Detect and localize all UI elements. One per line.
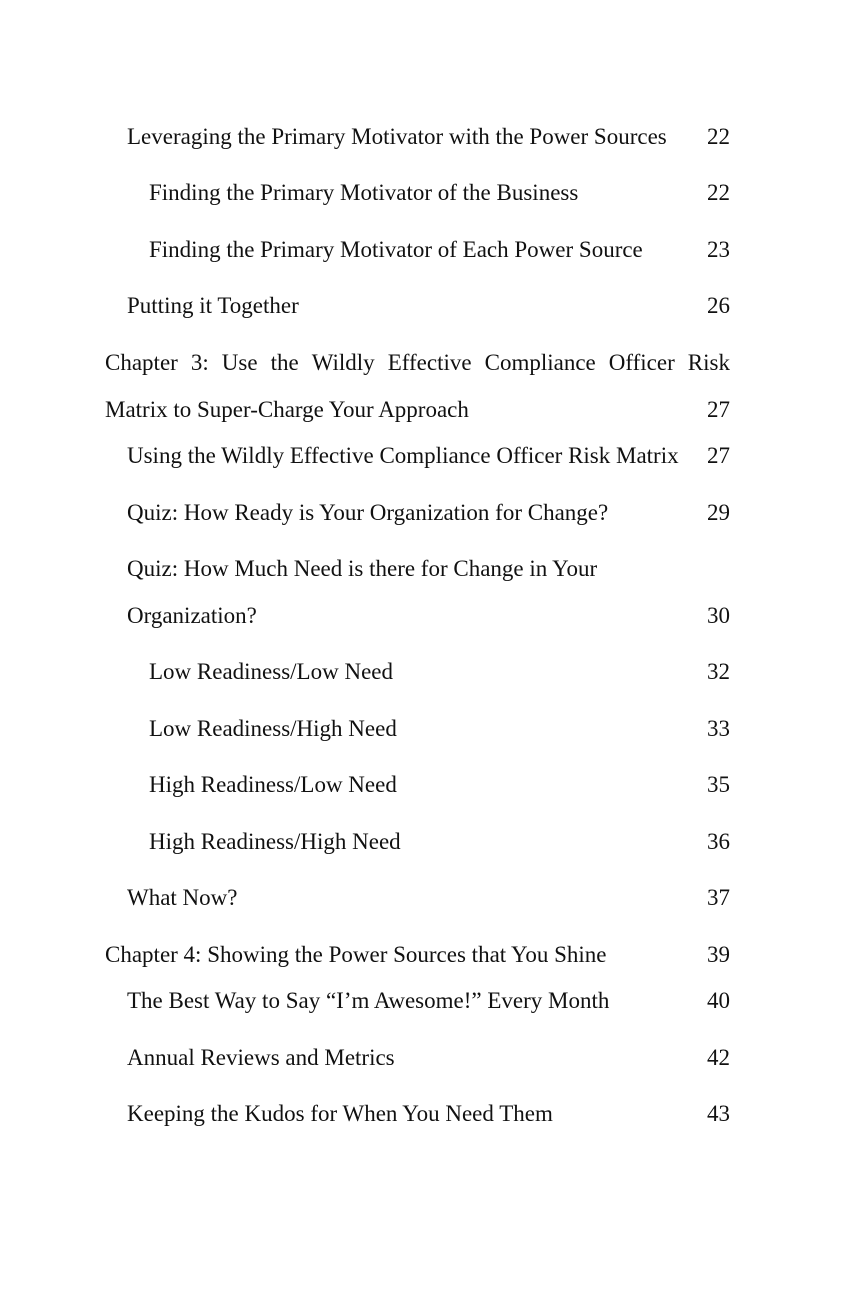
title-word: Wildly (311, 350, 375, 375)
toc-entry-title: Quiz: How Ready is Your Organization for Change? (127, 500, 609, 525)
toc-entry-page: 27 (707, 443, 730, 468)
toc-entry (0, 712, 862, 746)
toc-entry-title: High Readiness/Low Need (149, 772, 397, 797)
toc-entry (0, 768, 862, 802)
toc-entry (0, 1041, 862, 1075)
toc-entry-title: The Best Way to Say “I’m Awesome!” Every Month (127, 988, 610, 1013)
toc-entry-page: 22 (707, 124, 730, 149)
title-word: Chapter (105, 350, 178, 375)
toc-entry-page: 27 (707, 397, 730, 422)
title-word: Compliance (484, 350, 596, 375)
toc-entry-title: Finding the Primary Motivator of Each Power Source (149, 237, 643, 262)
toc-entry-page: 43 (707, 1101, 730, 1126)
toc-entry-page: 37 (707, 885, 730, 910)
toc-entry-page: 39 (707, 942, 730, 967)
toc-entry (0, 984, 862, 1018)
toc-entry (0, 393, 862, 427)
toc-entry (0, 496, 862, 530)
toc-entry-page: 23 (707, 237, 730, 262)
toc-entry-title: Annual Reviews and Metrics (127, 1045, 395, 1070)
title-word: Effective (387, 350, 472, 375)
toc-entry (0, 1097, 862, 1131)
toc-entry-title: Organization? (127, 603, 257, 628)
title-word: Use (221, 350, 258, 375)
toc-entry-continued (0, 552, 862, 586)
title-word: Officer (608, 350, 675, 375)
toc-chapter-entry (0, 938, 862, 972)
toc-chapter-heading-line (0, 346, 862, 380)
toc-entry-title: Chapter 4: Showing the Power Sources that You Shine (105, 942, 607, 967)
toc-entry-title: Putting it Together (127, 293, 299, 318)
toc-entry-title: Using the Wildly Effective Compliance Officer Risk Matrix (127, 443, 679, 468)
toc-entry-page: 30 (707, 603, 730, 628)
toc-entry-page: 35 (707, 772, 730, 797)
toc-entry-title: Quiz: How Much Need is there for Change in Your (127, 556, 598, 581)
toc-entry-page: 42 (707, 1045, 730, 1070)
toc-entry-page: 33 (707, 716, 730, 741)
title-word: 3: (190, 350, 209, 375)
toc-entry-title: High Readiness/High Need (149, 829, 401, 854)
toc-entry-page: 22 (707, 180, 730, 205)
toc-entry-title: Low Readiness/Low Need (149, 659, 393, 684)
toc-entry (0, 176, 862, 210)
toc-entry (0, 439, 862, 473)
toc-entry (0, 599, 862, 633)
toc-entry (0, 120, 862, 154)
toc-entry (0, 289, 862, 323)
toc-entry-page: 40 (707, 988, 730, 1013)
chapter-3-title-first-line (105, 346, 730, 380)
toc-entry-title: Finding the Primary Motivator of the Business (149, 180, 579, 205)
toc-entry-page: 36 (707, 829, 730, 854)
toc-entry-page: 26 (707, 293, 730, 318)
toc-entry (0, 233, 862, 267)
toc-entry (0, 881, 862, 915)
toc-entry-title: Low Readiness/High Need (149, 716, 397, 741)
toc-entry (0, 655, 862, 689)
toc-entry-title: Matrix to Super-Charge Your Approach (105, 397, 469, 422)
toc-entry-title: What Now? (127, 885, 238, 910)
toc-entry-title: Leveraging the Primary Motivator with the Power Sources (127, 124, 667, 149)
toc-entry-page: 29 (707, 500, 730, 525)
title-word: the (270, 350, 299, 375)
title-word: Risk (687, 350, 730, 375)
toc-entry-page: 32 (707, 659, 730, 684)
toc-entry-title: Keeping the Kudos for When You Need Them (127, 1101, 553, 1126)
toc-entry (0, 825, 862, 859)
